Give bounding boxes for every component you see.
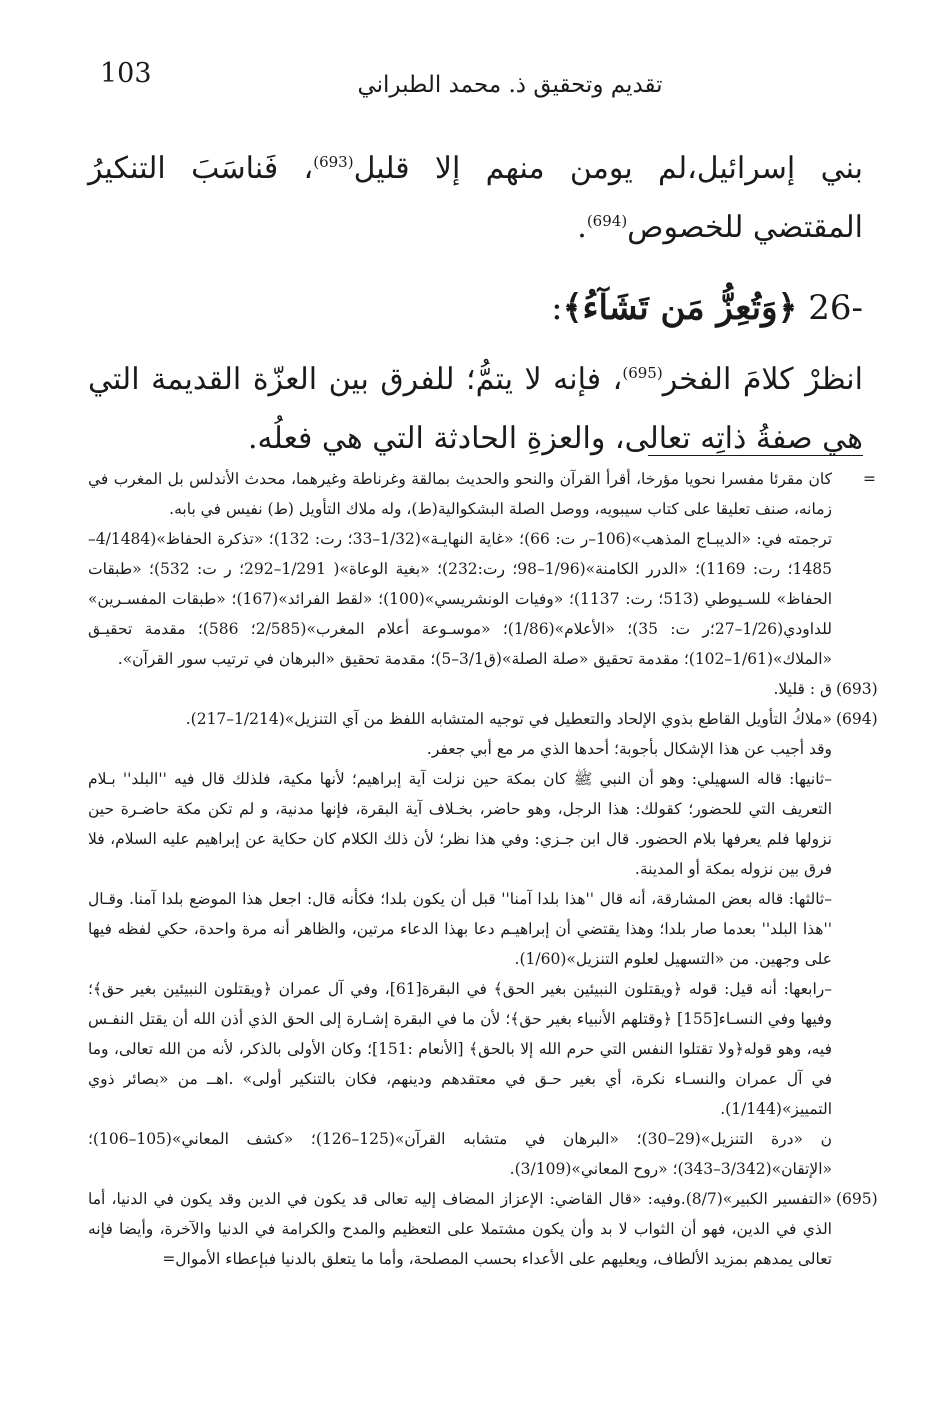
paragraph-1-text-a: بني إسرائيل،لم يومن منهم إلا قليل — [353, 151, 863, 186]
footnote-mark: (693) — [836, 680, 878, 698]
footnote-line: «ملاكُ التأويل القاطع بذوي الإلحاد والتعطيل في توجيه المتشابه اللفظ من آي التنزيل»(1/214–217). — [185, 710, 832, 728]
page-number: 103 — [100, 58, 152, 89]
paragraph-2-text-a: انظرْ كلامَ الفخر — [662, 362, 863, 398]
footnote-line: «التفسير الكبير»(8/7).وفيه: «قال القاضي: الإعزاز المضاف إليه تعالى قد يكون في الدين وقد يكون في الدنيا، أما الذي في الدين، فهو أن الثواب لا بد وأن يكون مشتملا على التعظيم والمدح والكرامة في الدنيا والآخرة، وأيضا فإنه تعالى يمدهم بمزيد الألطاف، ويعليهم على الأعداء بحسب المصلحة، وأما ما يتعلق بالدنيا فبإعطاء الأموال= — [88, 1190, 832, 1268]
footnotes — [88, 464, 876, 1274]
footnote-body — [88, 1184, 832, 1274]
footnote-line: –ثالثها: قاله بعض المشارقة، أنه قال ''هذا بلدا آمنا'' قبل أن يكون بلدا؛ فكأنه قال: اجعل هذا الموضع بلدا آمنا. وقـال ''هذا البلد'' بعدما صار بلدا؛ وهذا يقتضي أن إبراهيـم دعا بهذا الدعاء مرتين، والظاهر أنه مرة واحدة، حكي لفظه فيها على وجهين. من «التسهيل لعلوم التنزيل»(1/60). — [88, 890, 832, 968]
paragraph-2 — [88, 351, 863, 468]
quran-verse: ﴿وَتُعِزُّ مَن تَشَآءُ﴾ — [562, 288, 798, 328]
footnote-mark: = — [863, 470, 876, 488]
footnote-line: ترجمته في: «الديبـاج المذهب»(106–ر ت: 66)؛ «غاية النهايـة»(1/32–33؛ رت: 132)؛ «تذكرة الحفاظ»(4/1484–1485؛ رت: 1169)؛ «الدرر الكامنة»(1/96–98؛ رت:232)؛ «بغية الوعاة»( 1/291–292؛ ر ت: 532)؛ «طبقات الحفاظ» للسـيوطي (513؛ رت: 1137)؛ «وفيات الونشريسي»(100)؛ «لقط الفرائد»(167)؛ «طبقات المفسـرين» للداودي(1/26–27؛ر ت: 35)؛ «الأعلام»(1/86)؛ «موسـوعة أعلام المغرب»(2/585؛ 586)؛ مقدمة تحقيـق «الملاك»(1/61–102)؛ مقدمة تحقيق «صلة الصلة»(ق3/1–5)؛ مقدمة تحقيق «البرهان في ترتيب سور القرآن». — [88, 530, 833, 668]
paragraph-1-text-c: . — [577, 209, 587, 245]
footnote-line: –ثانيها: قاله السهيلي: وهو أن النبي ﷺ كان بمكة حين نزلت آية إبراهيم؛ لأنها مكية، فلذلك قال فيه ''البلد'' بـلام التعريف التي للحضور؛ كقولك: هذا الرجل، وهو حاضر، بخـلاف آية البقرة، فإنها مدنية، و لم تكن مكة حاضـرة حين نزولها فلم يعرفها بلام الحضور. قال ابن جـزي: وفي هذا نظر؛ لأن ذلك الكلام كان حكاية عن إبراهيم عليه السلام، فلا فرق بين نزوله بمكة أو المدينة. — [88, 770, 832, 878]
footnote-ref-695[interactable]: (695) — [622, 364, 663, 383]
section-number: 26- — [808, 288, 863, 328]
paragraph-2-text-b: ، فإنه لا يتمُّ؛ للفرق بين العزّة القديمة التي هي صفةُ ذاتِه تعالى، والعزةِ الحادثة التي هي فعلُه. — [88, 362, 863, 456]
footnote-line: –رابعها: أنه قيل: قوله ﴿ويقتلون النبيئين بغير الحق﴾ في البقرة[61]، وفي آل عمران ﴿ويقتلون النبيئين بغير حق﴾؛ وفيها وفي النسـاء[155] ﴿وقتلهم الأنبياء بغير حق﴾؛ لأن ما في البقرة إشـارة إلى الحق الذي أذن الله أن يقتل النفـس فيه، وهو قوله﴿ولا تقتلوا النفس التي حرم الله إلا بالحق﴾ [الأنعام :151]؛ وكان الأولى بالذكر، لأنه من الله تعالى، وما في آل عمران والنسـاء نكرة، أي بغير حـق في معتقدهم ودينهم، فكان بالتنكير أولى» .اهــ من «بصائر ذوي التمييز»(1/144). — [88, 980, 832, 1118]
footnote-body — [88, 464, 832, 674]
footnote-695 — [88, 1184, 876, 1274]
footnote-line: ن «درة التنزيل»(29–30)؛ «البرهان في متشابه القرآن»(125–126)؛ «كشف المعاني»(105–106)؛ «الإتقان»(3/342–343)؛ «روح المعاني»(3/109). — [88, 1130, 832, 1178]
footnote-mark: (694) — [836, 710, 878, 728]
section-heading — [88, 275, 863, 341]
footnote-693 — [88, 674, 876, 704]
heading-colon: : — [551, 288, 563, 328]
footnote-line: كان مقرئا مفسرا نحويا مؤرخا، أقرأ القرآن والنحو والحديث بمالقة وغرناطة وغيرهما، محدث الأندلس بل المغرب في زمانه، صنف تعليقا على كتاب سيبويه، ووصل الصلة البشكوالية(ط)، وله ملاك التأويل (ط) نفيس في بابه. — [88, 470, 832, 518]
footnote-ref-693[interactable]: (693) — [313, 153, 354, 171]
footnote-body — [88, 704, 832, 1184]
main-text — [88, 140, 863, 468]
footnote-continued — [88, 464, 876, 674]
footnote-ref-694[interactable]: (694) — [586, 211, 628, 230]
paragraph-1 — [88, 140, 863, 257]
footnote-separator — [648, 455, 863, 456]
footnote-mark: (695) — [836, 1190, 878, 1208]
footnote-body — [88, 674, 832, 704]
paragraph-1-text-b: ، فَناسَبَ التنكيرُ المقتضي للخصوص — [88, 151, 863, 245]
footnote-line: ق : قليلا. — [773, 680, 832, 698]
running-head: تقديم وتحقيق ذ. محمد الطبراني — [357, 72, 663, 98]
footnote-694 — [88, 704, 876, 1184]
footnote-line: وقد أجيب عن هذا الإشكال بأجوبة؛ أحدها الذي مر مع أبي جعفر. — [426, 740, 832, 758]
